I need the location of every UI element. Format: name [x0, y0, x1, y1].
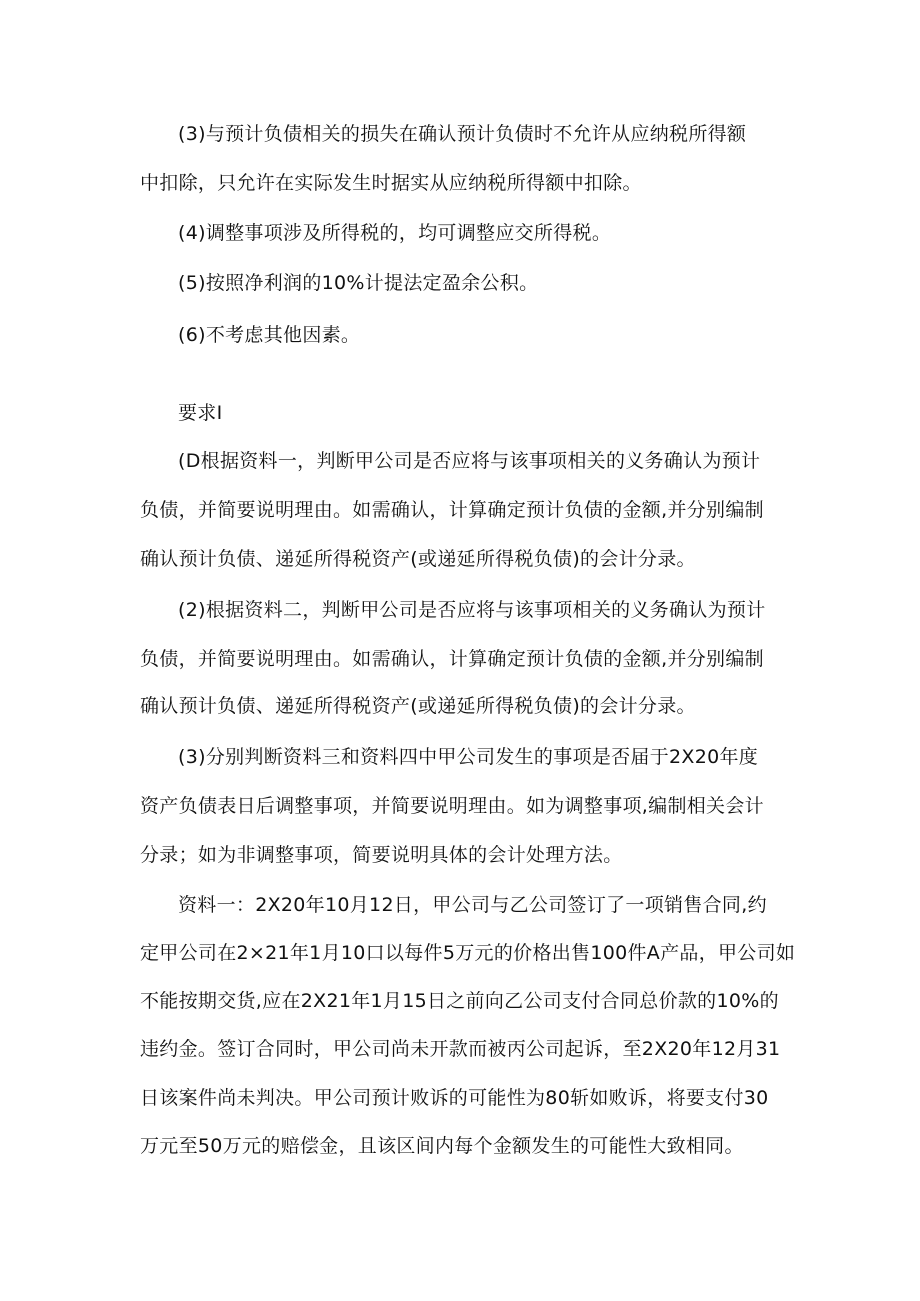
- paragraph-line: 资料一：2X20年10月12日，甲公司与乙公司签订了一项销售合同,约: [178, 894, 767, 916]
- paragraph-line: (2)根据资料二，判断甲公司是否应将与该事项相关的义务确认为预计: [178, 599, 766, 621]
- paragraph-line: 万元至50万元的赔偿金，且该区间内每个金额发生的可能性大致相同。: [140, 1135, 744, 1157]
- paragraph-line: (4)调整事项涉及所得税的，均可调整应交所得税。: [178, 222, 612, 244]
- paragraph-line: (6)不考虑其他因素。: [178, 324, 361, 346]
- paragraph-line: 确认预计负债、递延所得税资产(或递延所得税负债)的会计分录。: [140, 695, 696, 717]
- paragraph-line: 资产负债表日后调整事项，并简要说明理由。如为调整事项,编制相关会计: [140, 795, 764, 817]
- paragraph-line: 日该案件尚未判决。甲公司预计败诉的可能性为80斩如败诉，将要支付30: [140, 1087, 769, 1109]
- paragraph-line: 分录；如为非调整事项，简要说明具体的会计处理方法。: [140, 844, 623, 866]
- paragraph-line: (D根据资料一，判断甲公司是否应将与该事项相关的义务确认为预计: [178, 450, 761, 472]
- paragraph-line: (5)按照净利润的10%计提法定盈余公积。: [178, 272, 539, 294]
- paragraph-line: 中扣除，只允许在实际发生时据实从应纳税所得额中扣除。: [140, 172, 642, 194]
- paragraph-line: 不能按期交货,应在2X21年1月15日之前向乙公司支付合同总价款的10%的: [140, 990, 779, 1012]
- paragraph-line: 负债，并简要说明理由。如需确认，计算确定预计负债的金额,并分别编制: [140, 648, 764, 670]
- paragraph-line: 违约金。签订合同时，甲公司尚未开款而被丙公司起诉，至2X20年12月31: [140, 1038, 781, 1060]
- section-heading: 要求I: [178, 402, 223, 424]
- paragraph-line: (3)与预计负债相关的损失在确认预计负债时不允许从应纳税所得额: [178, 123, 747, 145]
- paragraph-line: (3)分别判断资料三和资料四中甲公司发生的事项是否届于2X20年度: [178, 746, 759, 768]
- paragraph-line: 负债，并简要说明理由。如需确认，计算确定预计负债的金额,并分别编制: [140, 499, 764, 521]
- paragraph-line: 确认预计负债、递延所得税资产(或递延所得税负债)的会计分录。: [140, 548, 696, 570]
- paragraph-line: 定甲公司在2×21年1月10口以每件5万元的价格出售100件A产品，甲公司如: [140, 942, 796, 964]
